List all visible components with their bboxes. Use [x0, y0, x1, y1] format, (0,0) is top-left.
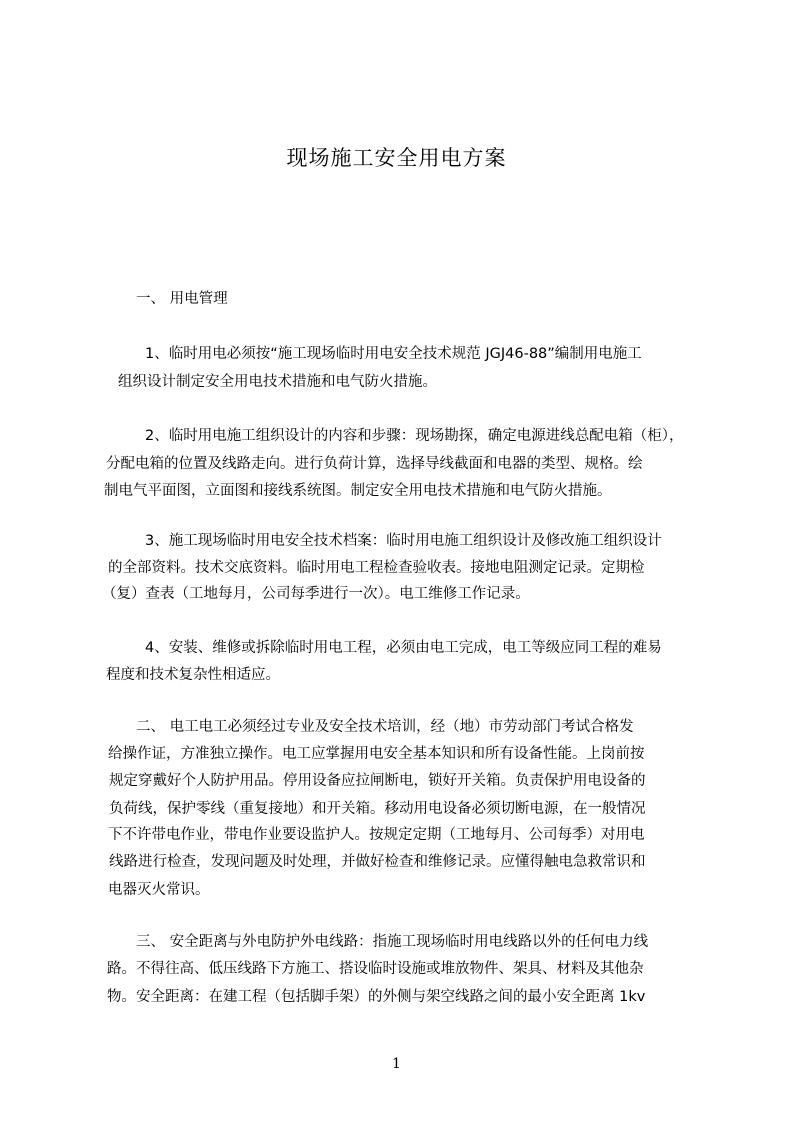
section-2-line-1: 二、 电工电工必须经过专业及安全技术培训，经（地）市劳动部门考试合格发: [136, 719, 634, 735]
paragraph-4-line-2: 程度和技术复杂性相适应。: [106, 667, 280, 683]
page-number: 1: [392, 1056, 401, 1072]
paragraph-2-line-1: 2、临时用电施工组织设计的内容和步骤：现场勘探，确定电源进线总配电箱（柜），: [145, 428, 684, 444]
paragraph-3-line-1: 3、施工现场临时用电安全技术档案：临时用电施工组织设计及修改施工组织设计: [145, 533, 662, 549]
section-3-line-1: 三、 安全距离与外电防护外电线路：指施工现场临时用电线路以外的任何电力线: [136, 934, 649, 950]
paragraph-1-line-2: 组织设计制定安全用电技术措施和电气防火措施。: [118, 374, 437, 390]
section-2-line-3: 规定穿戴好个人防护用品。停用设备应拉闸断电，锁好开关箱。负责保护用电设备的: [109, 773, 646, 789]
document-title: 现场施工安全用电方案: [286, 146, 507, 170]
paragraph-3-line-2: 的全部资料。技术交底资料。临时用电工程检查验收表。接地电阻测定记录。定期检: [108, 560, 645, 576]
section-2-line-6: 线路进行检查，发现问题及时处理，并做好检查和维修记录。应懂得触电急救常识和: [109, 854, 646, 870]
section-3-line-3: 物。安全距离：在建工程（包括脚手架）的外侧与架空线路之间的最小安全距离 1kv: [107, 989, 646, 1005]
section-2-line-2: 给操作证，方准独立操作。电工应掌握用电安全基本知识和所有设备性能。上岗前按: [108, 746, 645, 762]
paragraph-4-line-1: 4、安装、维修或拆除临时用电工程，必须由电工完成，电工等级应同工程的难易: [145, 640, 662, 656]
paragraph-2-line-2: 分配电箱的位置及线路走向。进行负荷计算，选择导线截面和电器的类型、规格。绘: [106, 456, 643, 472]
paragraph-1-line-1: 1、临时用电必须按“施工现场临时用电安全技术规范 JGJ46-88”编制用电施工: [145, 346, 642, 362]
section-heading-power-management: 一、 用电管理: [136, 291, 228, 307]
paragraph-3-line-3: （复）查表（工地每月，公司每季进行一次）。电工维修工作记录。: [102, 586, 530, 602]
section-3-line-2: 路。不得往高、低压线路下方施工、搭设临时设施或堆放物件、架具、材料及其他杂: [107, 961, 644, 977]
paragraph-2-line-3: 制电气平面图，立面图和接线系统图。制定安全用电技术措施和电气防火措施。: [104, 483, 612, 499]
section-2-line-7: 电器灭火常识。: [108, 882, 210, 898]
section-2-line-4: 负荷线，保护零线（重复接地）和开关箱。移动用电设备必须切断电源，在一般情况: [109, 801, 646, 817]
section-2-line-5: 下不许带电作业，带电作业要设监护人。按规定定期（工地每月、公司每季）对用电: [108, 827, 645, 843]
